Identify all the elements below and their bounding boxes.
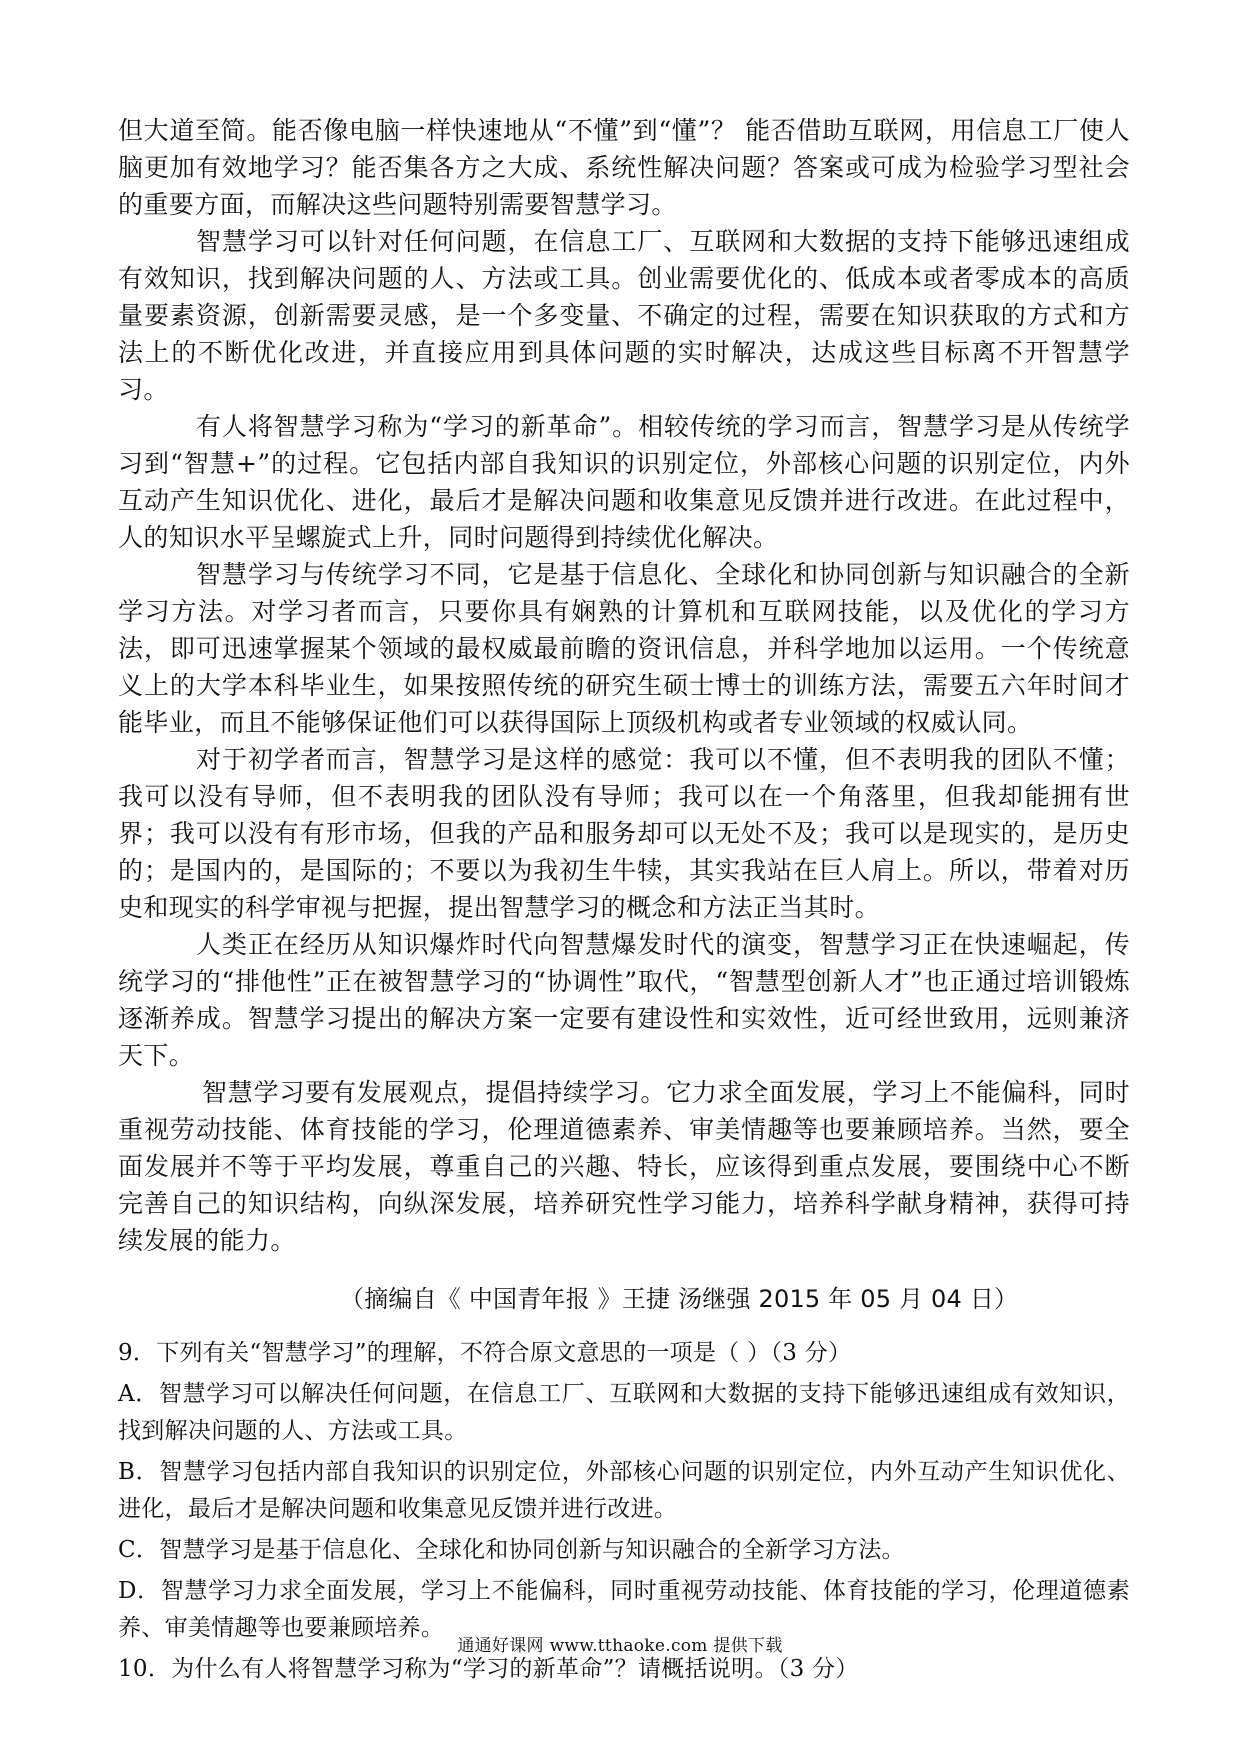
question-9-option-c: C．智慧学习是基于信息化、全球化和协同创新与知识融合的全新学习方法。	[118, 1537, 905, 1563]
article-paragraph-5: 对于初学者而言，智慧学习是这样的感觉：我可以不懂，但不表明我的团队不懂；我可以没有导师，但不表明我的团队没有导师；我可以在一个角落里，但我却能拥有世界；我可以没有有形市场，但我的产品和服务却可以无处不及；我可以是现实的，是历史的；是国内的，是国际的；不要以为我初生牛犊，其实我站在巨人肩上。所以，带着对历史和现实的科学审视与把握，提出智慧学习的概念和方法正当其时。	[118, 745, 1130, 922]
question-10-stem: 10．为什么有人将智慧学习称为“学习的新革命”？请概括说明。（3 分）	[118, 1656, 859, 1682]
article-source-citation: （摘编自《 中国青年报 》王捷 汤继强 2015 年 05 月 04 日）	[340, 1285, 1019, 1313]
question-9-option-b: B．智慧学习包括内部自我知识的识别定位，外部核心问题的识别定位，内外互动产生知识优化、进化，最后才是解决问题和收集意见反馈并进行改进。	[118, 1459, 1130, 1522]
article-paragraph-7: 智慧学习要有发展观点，提倡持续学习。它力求全面发展，学习上不能偏科，同时重视劳动技能、体育技能的学习，伦理道德素养、审美情趣等也要兼顾培养。当然，要全面发展并不等于平均发展，尊重自己的兴趣、特长，应该得到重点发展，要围绕中心不断完善自己的知识结构，向纵深发展，培养研究性学习能力，培养科学献身精神，获得可持续发展的能力。	[118, 1078, 1130, 1255]
document-content	[118, 112, 1130, 1688]
question-9-option-a: A．智慧学习可以解决任何问题，在信息工厂、互联网和大数据的支持下能够迅速组成有效知识，找到解决问题的人、方法或工具。	[118, 1381, 1130, 1444]
article-paragraph-2: 智慧学习可以针对任何问题，在信息工厂、互联网和大数据的支持下能够迅速组成有效知识，找到解决问题的人、方法或工具。创业需要优化的、低成本或者零成本的高质量要素资源，创新需要灵感，是一个多变量、不确定的过程，需要在知识获取的方式和方法上的不断优化改进，并直接应用到具体问题的实时解决，达成这些目标离不开智慧学习。	[118, 227, 1130, 404]
question-9-stem: 9．下列有关“智慧学习”的理解，不符合原文意思的一项是（ ）（3 分）	[118, 1340, 852, 1366]
question-9-option-d: D．智慧学习力求全面发展，学习上不能偏科，同时重视劳动技能、体育技能的学习，伦理道德素养、审美情趣等也要兼顾培养。	[118, 1578, 1130, 1641]
page-footer: 通通好课网 www.tthaoke.com 提供下载	[457, 1636, 783, 1656]
article-paragraph-4: 智慧学习与传统学习不同，它是基于信息化、全球化和协同创新与知识融合的全新学习方法。对学习者而言，只要你具有娴熟的计算机和互联网技能，以及优化的学习方法，即可迅速掌握某个领域的最权威最前瞻的资讯信息，并科学地加以运用。一个传统意义上的大学本科毕业生，如果按照传统的研究生硕士博士的训练方法，需要五六年时间才能毕业，而且不能够保证他们可以获得国际上顶级机构或者专业领域的权威认同。	[118, 560, 1130, 737]
article-paragraph-1: 但大道至简。能否像电脑一样快速地从“不懂”到“懂”？ 能否借助互联网，用信息工厂使人脑更加有效地学习？能否集各方之大成、系统性解决问题？答案或可成为检验学习型社会的重要方面，而解决这些问题特别需要智慧学习。	[118, 116, 1130, 219]
article-paragraph-3: 有人将智慧学习称为“学习的新革命”。相较传统的学习而言，智慧学习是从传统学习到“智慧+”的过程。它包括内部自我知识的识别定位，外部核心问题的识别定位，内外互动产生知识优化、进化，最后才是解决问题和收集意见反馈并进行改进。在此过程中，人的知识水平呈螺旋式上升，同时问题得到持续优化解决。	[118, 412, 1130, 552]
article-paragraph-6: 人类正在经历从知识爆炸时代向智慧爆发时代的演变，智慧学习正在快速崛起，传统学习的“排他性”正在被智慧学习的“协调性”取代，“智慧型创新人才”也正通过培训锻炼逐渐养成。智慧学习提出的解决方案一定要有建设性和实效性，近可经世致用，远则兼济天下。	[118, 930, 1130, 1070]
